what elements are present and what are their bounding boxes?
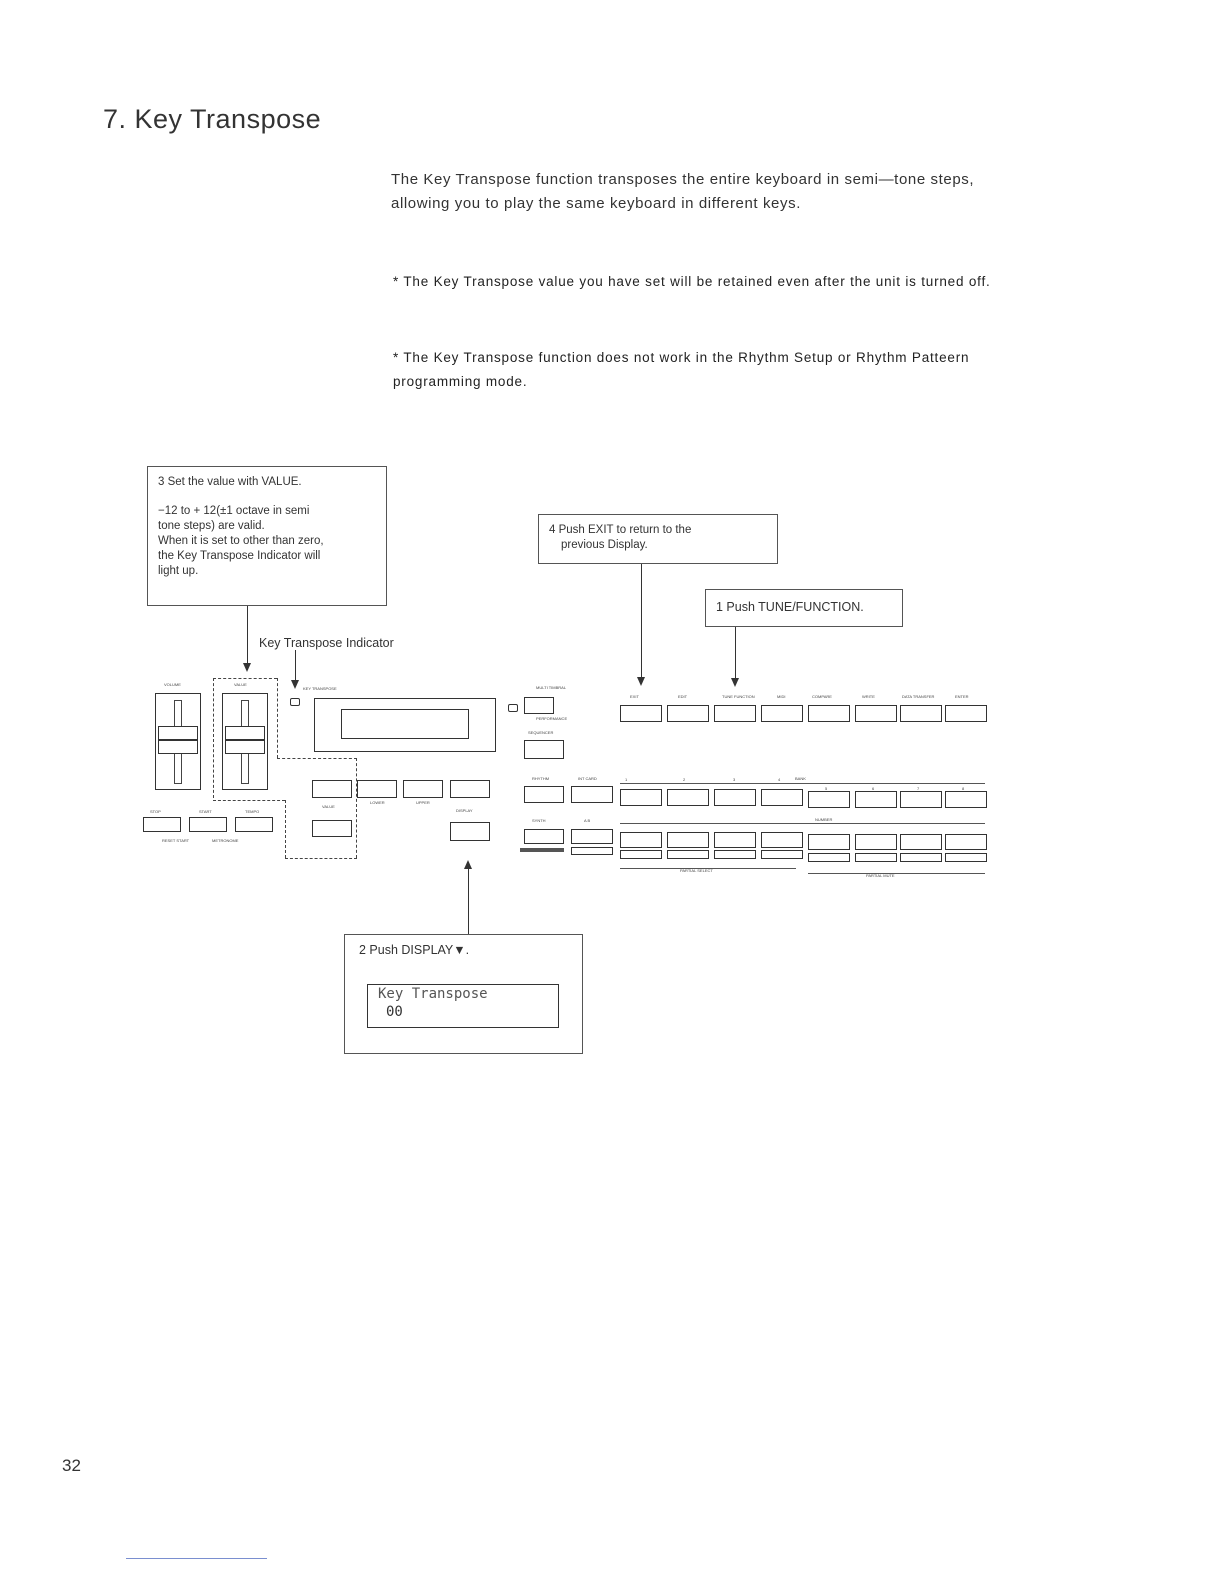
number-button[interactable] bbox=[620, 832, 662, 848]
data-transfer-label: DATA TRANSFER bbox=[902, 694, 935, 699]
display-up-button[interactable] bbox=[450, 780, 490, 798]
partial-select-label: PARTIAL SELECT bbox=[680, 868, 713, 873]
leader-line bbox=[735, 627, 736, 679]
value-slider-label: VALUE bbox=[234, 682, 247, 687]
rhythm-label: RHYTHM bbox=[532, 776, 550, 781]
bank-number: 7 bbox=[917, 786, 920, 791]
note-rhythm-mode: * The Key Transpose function does not work in the Rhythm Setup or Rhythm Patteern programming mode. bbox=[393, 350, 970, 389]
bank-rule bbox=[620, 783, 985, 784]
tune-function-button[interactable] bbox=[714, 705, 756, 722]
lower-button[interactable] bbox=[357, 780, 397, 798]
tune-function-label: TUNE FUNCTION bbox=[722, 694, 755, 699]
dashed-guide bbox=[285, 800, 286, 858]
metronome-label: METRONOME bbox=[212, 838, 239, 843]
lcd-display bbox=[367, 984, 559, 1028]
callout-step3-line: tone steps) are valid. bbox=[158, 520, 265, 532]
bank-number: 6 bbox=[872, 786, 875, 791]
leader-line bbox=[641, 564, 642, 678]
tempo-button[interactable] bbox=[235, 817, 273, 832]
write-label: WRITE bbox=[862, 694, 875, 699]
leader-line bbox=[295, 650, 296, 680]
partial-bar bbox=[520, 848, 564, 852]
callout-step4-line2: previous Display. bbox=[561, 539, 648, 551]
performance-button[interactable] bbox=[524, 697, 554, 714]
compare-label: COMPARE bbox=[812, 694, 832, 699]
key-transpose-led bbox=[290, 698, 300, 706]
int-card-button[interactable] bbox=[571, 786, 613, 803]
start-button[interactable] bbox=[189, 817, 227, 832]
leader-line bbox=[247, 606, 248, 664]
bank-button[interactable] bbox=[714, 789, 756, 806]
ab-label: A B bbox=[584, 818, 591, 823]
number-button[interactable] bbox=[667, 832, 709, 848]
number-button[interactable] bbox=[945, 834, 987, 850]
partial-mute-label: PARTIAL MUTE bbox=[866, 873, 895, 878]
footer-rule bbox=[126, 1558, 267, 1559]
partial-key[interactable] bbox=[945, 853, 987, 862]
callout-step2-text: 2 Push DISPLAY▼. bbox=[359, 943, 470, 957]
partial-mute-rule bbox=[808, 873, 985, 874]
bank-number: 4 bbox=[778, 777, 781, 782]
callout-step4 bbox=[538, 514, 778, 564]
bank-number: 1 bbox=[625, 777, 628, 782]
callout-step1 bbox=[705, 589, 903, 627]
callout-step1-text: 1 Push TUNE/FUNCTION. bbox=[716, 600, 864, 614]
callout-step3-line: −12 to + 12(±1 octave in semi bbox=[158, 505, 310, 517]
number-button[interactable] bbox=[900, 834, 942, 850]
arrow-down-icon bbox=[731, 678, 739, 687]
midi-label: MIDI bbox=[777, 694, 786, 699]
panel-button[interactable] bbox=[312, 780, 352, 798]
bank-button[interactable] bbox=[900, 791, 942, 808]
bank-label: BANK bbox=[795, 776, 806, 781]
synth-label: SYNTH bbox=[532, 818, 546, 823]
lower-label: LOWER bbox=[370, 800, 385, 805]
partial-key[interactable] bbox=[620, 850, 662, 859]
bank-button[interactable] bbox=[945, 791, 987, 808]
dashed-guide bbox=[213, 678, 214, 798]
lcd-line2: 00 bbox=[386, 1004, 403, 1020]
bank-button[interactable] bbox=[620, 789, 662, 806]
arrow-down-icon bbox=[637, 677, 645, 686]
partial-key[interactable] bbox=[855, 853, 897, 862]
partial-button[interactable] bbox=[571, 847, 613, 855]
bank-button[interactable] bbox=[667, 789, 709, 806]
stop-label: STOP bbox=[150, 809, 161, 814]
partial-key[interactable] bbox=[900, 853, 942, 862]
midi-button[interactable] bbox=[761, 705, 803, 722]
int-card-label: INT CARD bbox=[578, 776, 597, 781]
section-title: 7. Key Transpose bbox=[103, 104, 322, 134]
callout-step2 bbox=[344, 934, 583, 1054]
partial-key[interactable] bbox=[714, 850, 756, 859]
number-button[interactable] bbox=[761, 832, 803, 848]
volume-label: VOLUME bbox=[164, 682, 181, 687]
tempo-label: TEMPO bbox=[245, 809, 260, 814]
note-retained: * The Key Transpose value you have set will be retained even after the unit is turned off. bbox=[393, 274, 991, 289]
intro-paragraph: The Key Transpose function transposes the entire keyboard in semi—tone steps, allowing you to play the same keyboard in different keys. bbox=[391, 171, 975, 212]
performance-label: PERFORMANCE bbox=[536, 716, 568, 721]
callout-step3-line: light up. bbox=[158, 565, 199, 577]
number-button[interactable] bbox=[855, 834, 897, 850]
arrow-up-icon bbox=[464, 860, 472, 869]
bank-number: 3 bbox=[733, 777, 736, 782]
leader-line bbox=[468, 868, 469, 936]
ab-button[interactable] bbox=[571, 829, 613, 844]
dashed-guide bbox=[285, 858, 357, 859]
volume-slider[interactable] bbox=[155, 693, 201, 790]
partial-key[interactable] bbox=[761, 850, 803, 859]
bank-button[interactable] bbox=[808, 791, 850, 808]
stop-button[interactable] bbox=[143, 817, 181, 832]
display-down-button[interactable] bbox=[450, 822, 490, 841]
display-label: DISPLAY bbox=[456, 808, 473, 813]
lcd-line1: Key Transpose bbox=[378, 986, 488, 1002]
arrow-down-icon bbox=[243, 663, 251, 672]
value-slider[interactable] bbox=[222, 693, 268, 790]
multi-timbral-label: MULTI TIMBRAL bbox=[536, 685, 567, 690]
exit-label: EXIT bbox=[630, 694, 639, 699]
dashed-guide bbox=[213, 678, 277, 679]
compare-button[interactable] bbox=[808, 705, 850, 722]
number-button[interactable] bbox=[714, 832, 756, 848]
callout-step4-line1: 4 Push EXIT to return to the bbox=[549, 524, 692, 536]
arrow-down-icon bbox=[291, 680, 299, 689]
rhythm-button[interactable] bbox=[524, 786, 564, 803]
number-button[interactable] bbox=[808, 834, 850, 850]
data-transfer-button[interactable] bbox=[900, 705, 942, 722]
start-label: START bbox=[199, 809, 212, 814]
number-rule bbox=[620, 823, 985, 824]
dashed-guide bbox=[277, 758, 357, 759]
partial-key[interactable] bbox=[808, 853, 850, 862]
number-label: NUMBER bbox=[815, 817, 833, 822]
synth-button[interactable] bbox=[524, 829, 564, 844]
callout-step3-line: When it is set to other than zero, bbox=[158, 535, 324, 547]
enter-button[interactable] bbox=[945, 705, 987, 722]
value-button[interactable] bbox=[312, 820, 352, 837]
bank-button[interactable] bbox=[855, 791, 897, 808]
bank-number: 8 bbox=[962, 786, 965, 791]
enter-label: ENTER bbox=[955, 694, 969, 699]
main-display bbox=[314, 698, 496, 752]
upper-button[interactable] bbox=[403, 780, 443, 798]
upper-label: UPPER bbox=[416, 800, 430, 805]
dashed-guide bbox=[356, 758, 357, 858]
sequencer-button[interactable] bbox=[524, 740, 564, 759]
reset-start-label: RESET START bbox=[162, 838, 190, 843]
bank-number: 5 bbox=[825, 786, 828, 791]
write-button[interactable] bbox=[855, 705, 897, 722]
page-number: 32 bbox=[62, 1456, 81, 1475]
mode-led bbox=[508, 704, 518, 712]
callout-step3-title: 3 Set the value with VALUE. bbox=[158, 476, 302, 488]
key-transpose-small-label: KEY TRANSPOSE bbox=[303, 686, 337, 691]
sequencer-label: SEQUENCER bbox=[528, 730, 554, 735]
callout-step3-line: the Key Transpose Indicator will bbox=[158, 550, 321, 562]
indicator-label: Key Transpose Indicator bbox=[259, 636, 394, 650]
partial-key[interactable] bbox=[667, 850, 709, 859]
callout-step3 bbox=[147, 466, 387, 606]
dashed-guide bbox=[277, 678, 278, 758]
edit-label: EDIT bbox=[678, 694, 688, 699]
value-button-label: VALUE bbox=[322, 804, 335, 809]
dashed-guide bbox=[213, 800, 285, 801]
edit-button[interactable] bbox=[667, 705, 709, 722]
bank-number: 2 bbox=[683, 777, 686, 782]
bank-button[interactable] bbox=[761, 789, 803, 806]
exit-button[interactable] bbox=[620, 705, 662, 722]
